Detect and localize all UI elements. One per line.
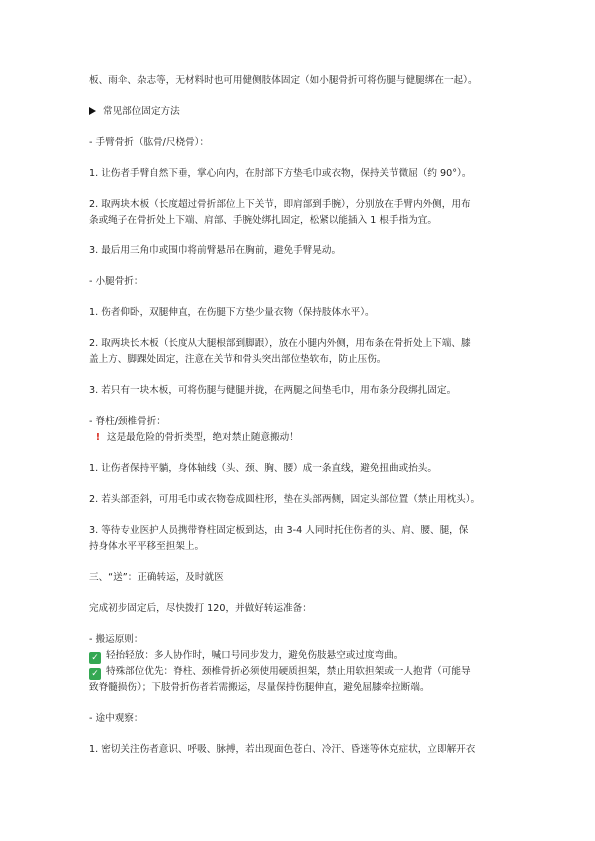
principle-item-2 bbox=[89, 664, 471, 680]
principle-item-2-text: 特殊部位优先：脊柱、颈椎骨折必须使用硬质担架，禁止用软担架或一人抱背（可能导 bbox=[106, 666, 471, 677]
principle-item-2-line-2: 致脊髓损伤）；下肢骨折伤者若需搬运，尽量保持伤腿伸直，避免屈膝牵拉断端。 bbox=[89, 682, 430, 693]
subheading-spine-fracture: - 脊柱/颈椎骨折： bbox=[89, 416, 166, 427]
arm-step-2-line-1: 2. 取两块木板（长度超过骨折部位上下关节，即肩部到手腕），分别放在手臂内外侧，用布 bbox=[89, 199, 471, 210]
arm-step-1: 1. 让伤者手臂自然下垂，掌心向内，在肘部下方垫毛巾或衣物，保持关节微屈（约 90°）。 bbox=[89, 168, 472, 179]
exclamation-icon: ! bbox=[95, 432, 101, 443]
arm-step-3: 3. 最后用三角巾或围巾将前臂悬吊在胸前，避免手臂晃动。 bbox=[89, 245, 342, 256]
leg-step-1: 1. 伤者仰卧，双腿伸直，在伤腿下方垫少量衣物（保持肢体水平）。 bbox=[89, 307, 375, 318]
section-heading bbox=[89, 104, 180, 119]
leg-step-2-line-2: 盖上方、脚踝处固定，注意在关节和骨头突出部位垫软布，防止压伤。 bbox=[89, 354, 387, 365]
spine-step-2: 2. 若头部歪斜，可用毛巾或衣物卷成圆柱形，垫在头部两侧，固定头部位置（禁止用枕头）。 bbox=[89, 494, 481, 505]
warning-line bbox=[89, 430, 299, 445]
spine-step-3-line-2: 持身体水平平移至担架上。 bbox=[89, 541, 205, 552]
subheading-leg-fracture: - 小腿骨折： bbox=[89, 276, 144, 287]
paragraph-line: 板、雨伞、杂志等，无材料时也可用健侧肢体固定（如小腿骨折可将伤腿与健腿绑在一起）。 bbox=[89, 75, 478, 86]
warning-text: 这是最危险的骨折类型，绝对禁止随意搬动！ bbox=[107, 432, 299, 443]
subheading-arm-fracture: - 手臂骨折（肱骨/尺桡骨）： bbox=[89, 137, 210, 148]
leg-step-2-line-1: 2. 取两块长木板（长度从大腿根部到脚跟），放在小腿内外侧，用布条在骨折处上下端、膝 bbox=[89, 338, 471, 349]
observation-step-1: 1. 密切关注伤者意识、呼吸、脉搏，若出现面色苍白、冷汗、昏迷等休克症状，立即解开衣 bbox=[89, 744, 476, 755]
subheading-observation: - 途中观察： bbox=[89, 713, 144, 724]
subheading-carry-principles: - 搬运原则： bbox=[89, 634, 144, 645]
principle-item-1 bbox=[89, 648, 403, 664]
play-triangle-icon bbox=[89, 107, 96, 115]
checkmark-icon: ✓ bbox=[89, 668, 101, 680]
spine-step-3-line-1: 3. 等待专业医护人员携带脊柱固定板到达，由 3-4 人同时托住伤者的头、肩、腰、腿，保 bbox=[89, 525, 469, 536]
chapter-heading-transport: 三、“送”：正确转运，及时就医 bbox=[89, 572, 224, 583]
principle-item-1-text: 轻抬轻放：多人协作时，喊口号同步发力，避免伤肢悬空或过度弯曲。 bbox=[106, 650, 404, 661]
leg-step-3: 3. 若只有一块木板，可将伤腿与健腿并拢，在两腿之间垫毛巾，用布条分段绑扎固定。 bbox=[89, 385, 457, 396]
transport-intro: 完成初步固定后，尽快拨打 120，并做好转运准备： bbox=[89, 603, 312, 614]
checkmark-icon: ✓ bbox=[89, 652, 101, 664]
arm-step-2-line-2: 条或绳子在骨折处上下端、肩部、手腕处绑扎固定，松紧以能插入 1 根手指为宜。 bbox=[89, 215, 437, 226]
section-heading-text: 常见部位固定方法 bbox=[103, 106, 180, 117]
spine-step-1: 1. 让伤者保持平躺，身体轴线（头、颈、胸、腰）成一条直线，避免扭曲或抬头。 bbox=[89, 463, 437, 474]
